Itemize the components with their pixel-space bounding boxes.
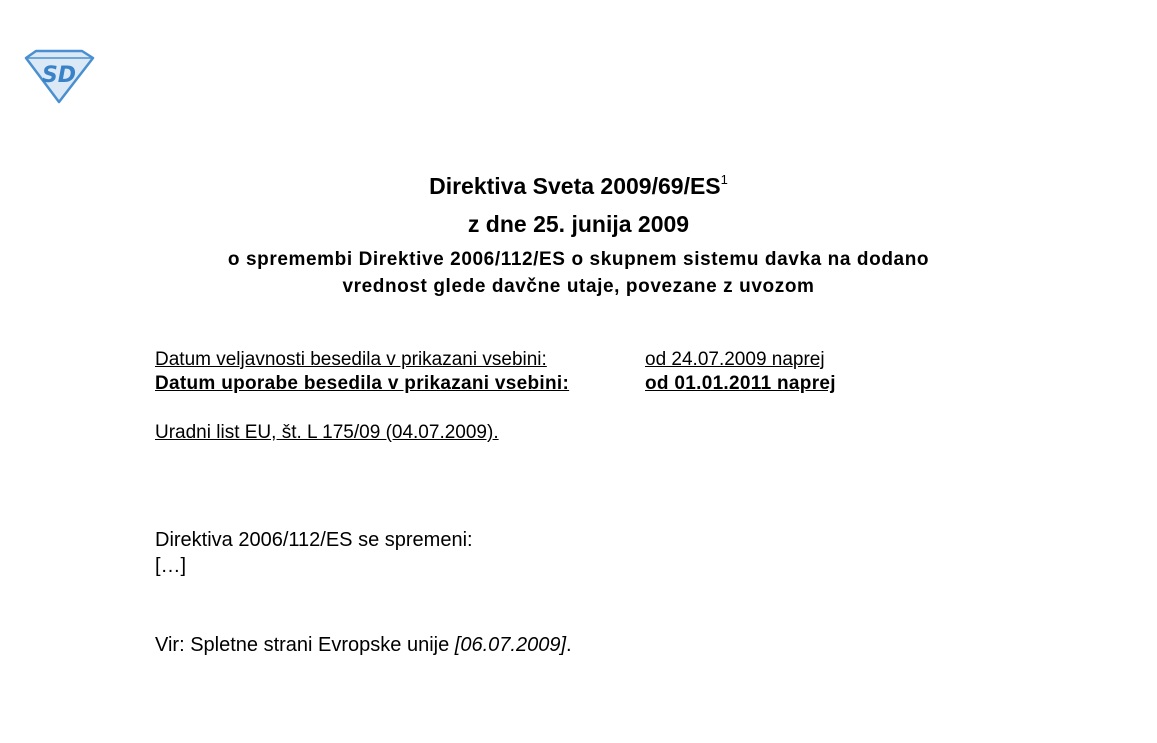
official-journal-reference: Uradni list EU, št. L 175/09 (04.07.2009). [155,422,499,443]
application-date-row [155,372,836,396]
source-date: [06.07.2009] [454,634,567,656]
source-line: Vir: Spletne strani Evropske unije [06.07.2009]. [155,634,572,656]
sd-shield-logo-icon [22,48,96,104]
amendment-intro: Direktiva 2006/112/ES se spremeni: [155,529,473,551]
application-date-label: Datum uporabe besedila v prikazani vsebini: [155,373,570,394]
document-header [0,172,1157,300]
footnote-marker[interactable]: 1 [720,172,728,187]
application-date-value: od 01.01.2011 naprej [645,373,836,394]
document-date: z dne 25. junija 2009 [467,211,690,237]
document-title: Direktiva Sveta $2009/69/ES^1$ [429,172,728,199]
validity-info [155,348,836,396]
validity-date-value: od 24.07.2009 naprej [645,349,825,370]
document-body [155,527,473,579]
validity-date-label: Datum veljavnosti besedila v prikazani vsebini: [155,349,547,370]
omission-marker: […] [155,555,187,577]
svg-text:SD: SD [41,63,77,88]
document-subtitle: o spremembi Direktive 2006/112/ES o skupnem sistemu davka na dodano vrednost glede davčne utaje, povezane z uvozom [227,249,930,297]
validity-date-row [155,348,836,372]
